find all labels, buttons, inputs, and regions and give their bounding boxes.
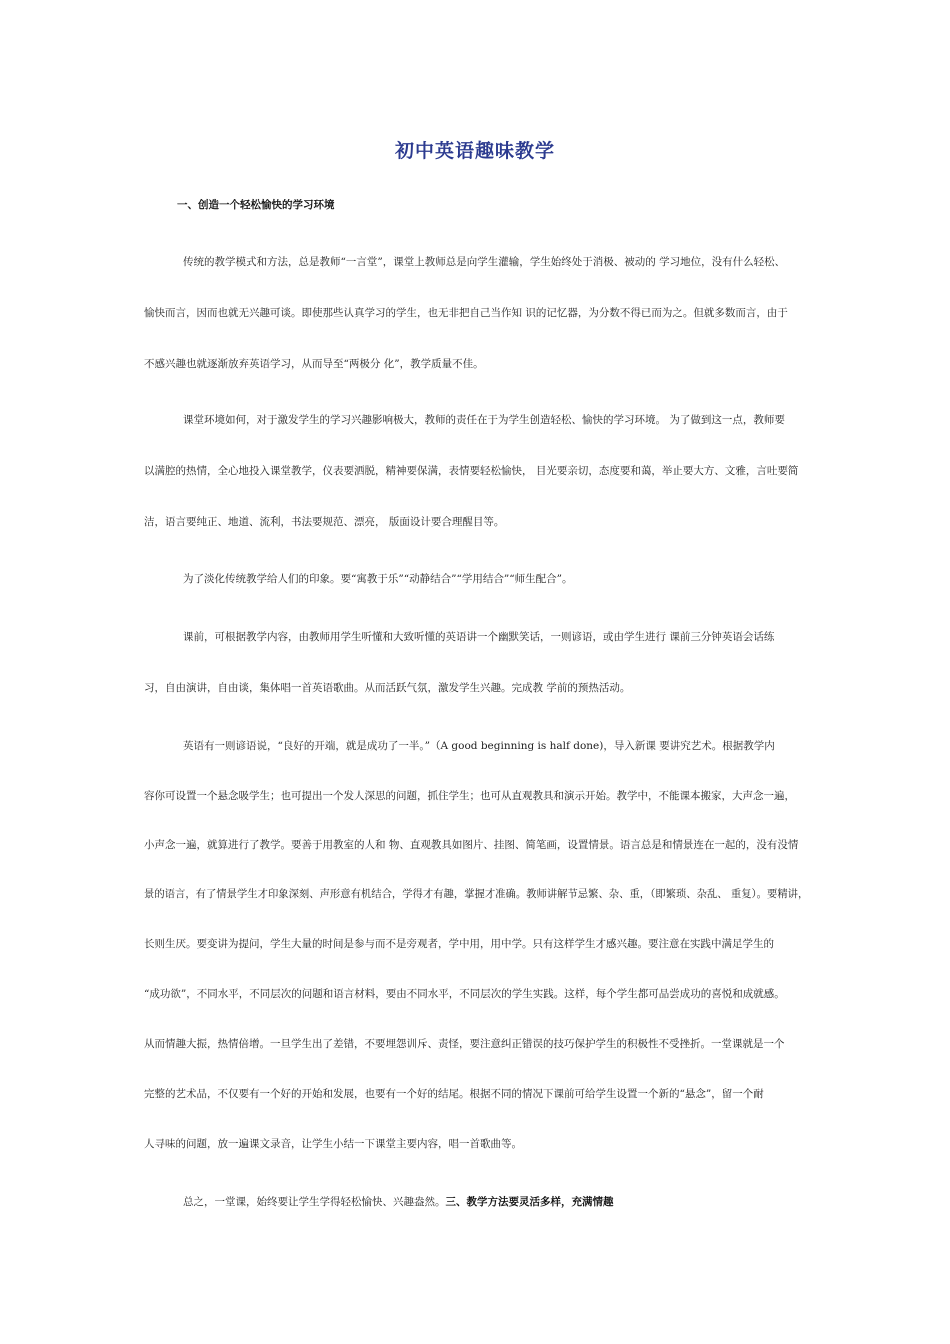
- paragraph-line: 习，自由演讲，自由谈，集体唱一首英语歌曲。从而活跃气氛，激发学生兴趣。完成教 学前的预热活动。: [144, 682, 631, 694]
- paragraph-line: 课前，可根据教学内容，由教师用学生听懂和大致听懂的英语讲一个幽默笑话，一则谚语，或由学生进行 课前三分钟英语会话练: [183, 631, 775, 643]
- paragraph-line: 为了淡化传统教学给人们的印象。要“寓教于乐”“动静结合”“学用结合”“师生配合”。: [183, 573, 573, 585]
- paragraph-line: 人寻味的问题，放一遍课文录音，让学生小结一下课堂主要内容，唱一首歌曲等。: [144, 1138, 522, 1150]
- summary-text: 总之，一堂课，始终要让学生学得轻松愉快、兴趣盎然。: [183, 1196, 446, 1208]
- paragraph-line: 洁，语言要纯正、地道、流利，书法要规范、漂亮， 版面设计要合理醒目等。: [144, 516, 505, 528]
- paragraph-line: 长则生厌。要变讲为提问，学生大量的时间是参与而不是旁观者，学中用，用中学。只有这样学生才感兴趣。要注意在实践中满足学生的: [144, 938, 774, 950]
- paragraph-line: 完整的艺术品，不仅要有一个好的开始和发展，也要有一个好的结尾。根据不同的情况下课前可给学生设置一个新的“悬念”，留一个耐: [144, 1088, 764, 1100]
- paragraph-line: 小声念一遍，就算进行了教学。要善于用教室的人和 物、直观教具如图片、挂图、简笔画，设置情景。语言总是和情景连在一起的，没有没情: [144, 839, 799, 851]
- paragraph-line: 景的语言，有了情景学生才印象深刻、声形意有机结合，学得才有趣，掌握才准确。教师讲解节忌繁、杂、重，（即繁琐、杂乱、 重复）。要精讲，: [144, 888, 809, 900]
- paragraph-line: “成功欲”，不同水平，不同层次的问题和语言材料，要由不同水平，不同层次的学生实践。这样，每个学生都可品尝成功的喜悦和成就感。: [144, 988, 785, 1000]
- paragraph-line: [183, 1195, 614, 1209]
- paragraph-line: 传统的教学模式和方法，总是教师“一言堂”，课堂上教师总是向学生灌输，学生始终处于消极、被动的 学习地位，没有什么轻松、: [183, 256, 786, 268]
- paragraph-line: 以满腔的热情，全心地投入课堂教学，仪表要洒脱，精神要保满，表情要轻松愉快， 目光要亲切，态度要和蔼，举止要大方、文雅，言吐要简: [144, 465, 799, 477]
- paragraph-line: 愉快而言，因而也就无兴趣可谈。即使那些认真学习的学生，也无非把自己当作知 识的记忆器，为分数不得已而为之。但就多数而言，由于: [144, 307, 788, 319]
- section-heading: 一、创造一个轻松愉快的学习环境: [177, 199, 335, 211]
- paragraph-line: 不感兴趣也就逐渐放弃英语学习，从而导至“两极分 化”，教学质量不佳。: [144, 358, 484, 370]
- paragraph-line: 课堂环境如何，对于激发学生的学习兴趣影响极大，教师的责任在于为学生创造轻松、愉快的学习环境。 为了做到这一点，教师要: [183, 414, 785, 426]
- paragraph-line: 从而情趣大振，热情倍增。一旦学生出了差错，不要埋怨训斥、责怪，要注意纠正错误的技巧保护学生的积极性不受挫折。一堂课就是一个: [144, 1038, 785, 1050]
- section-heading-inline: 三、教学方法要灵活多样，充满情趣: [445, 1196, 614, 1208]
- paragraph-line: 英语有一则谚语说，“良好的开端，就是成功了一半。”（A good beginning is half done)，导入新课 要讲究艺术。根据教学内: [183, 740, 775, 752]
- paragraph-line: 容你可设置一个悬念吸学生；也可提出一个发人深思的问题，抓住学生；也可从直观教具和演示开始。教学中，不能课本搬家，大声念一遍，: [144, 790, 795, 802]
- document-title: 初中英语趣味教学: [394, 140, 555, 162]
